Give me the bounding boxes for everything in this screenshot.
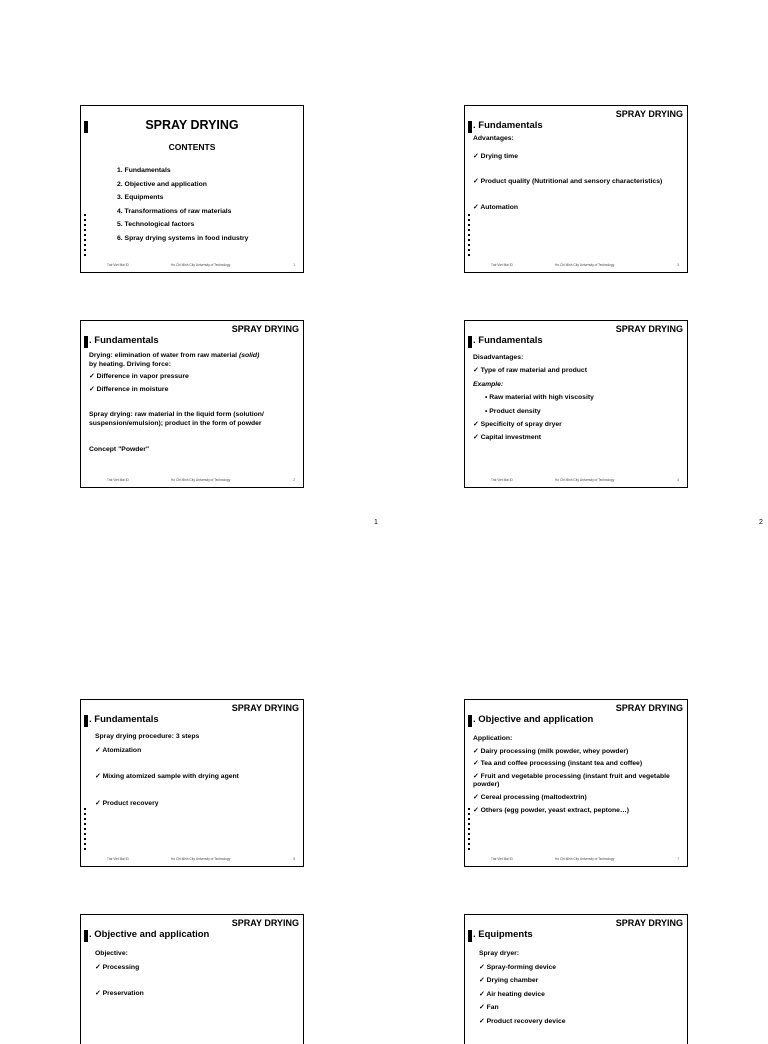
list-item: 2. Objective and application bbox=[117, 180, 207, 188]
slide-2 bbox=[80, 320, 304, 488]
list-item: 6. Spray drying systems in food industry bbox=[117, 234, 249, 242]
slide-brand: SPRAY DRYING bbox=[615, 324, 683, 334]
slide-title: . Objective and application bbox=[473, 714, 594, 725]
slide-footer: Trai Viet Mai ID Ho Chi Minh City University of Technology 7 bbox=[491, 857, 679, 861]
page-number: 2 bbox=[759, 519, 763, 526]
slide-marker bbox=[468, 336, 472, 348]
slide-title: . Objective and application bbox=[89, 929, 210, 940]
slide-title: SPRAY DRYING bbox=[145, 118, 239, 132]
slide-6 bbox=[464, 699, 688, 867]
slide-body: Drying: elimination of water from raw material (solid) by heating. Driving force: ✓ Difference in vapor pressure ✓ Difference in moisture Spray drying: raw material in the liquid form (solution/ suspension/emulsion); product in the form of powder Concept "Powder" bbox=[89, 352, 264, 453]
contents-list bbox=[117, 164, 248, 245]
slide-body: Spray drying procedure: 3 steps ✓ Atomization ✓ Mixing atomized sample with drying agent ✓ Product recovery bbox=[95, 733, 239, 807]
contents-heading: CONTENTS bbox=[168, 142, 216, 152]
slide-marker bbox=[84, 930, 88, 942]
slide-brand: SPRAY DRYING bbox=[615, 918, 683, 928]
slide-title: . Fundamentals bbox=[473, 335, 543, 346]
slide-sidebar bbox=[84, 214, 86, 256]
slide-title: . Fundamentals bbox=[89, 714, 159, 725]
slide-footer: Trai Viet Mai ID Ho Chi Minh City University of Technology 3 bbox=[491, 263, 679, 267]
slide-sidebar bbox=[84, 808, 86, 850]
slide-sidebar bbox=[468, 214, 470, 256]
slide-body: Spray dryer: ✓ Spray-forming device ✓ Drying chamber ✓ Air heating device ✓ Fan ✓ Product recovery device bbox=[479, 950, 566, 1025]
slide-brand: SPRAY DRYING bbox=[231, 324, 299, 334]
slide-marker bbox=[468, 715, 472, 727]
slide-7 bbox=[80, 914, 304, 1044]
slide-marker bbox=[468, 930, 472, 942]
slide-5 bbox=[80, 699, 304, 867]
slide-brand: SPRAY DRYING bbox=[231, 918, 299, 928]
slide-footer: Trai Viet Mai ID Ho Chi Minh City University of Technology 4 bbox=[491, 478, 679, 482]
list-item: 3. Equipments bbox=[117, 194, 164, 201]
slide-title: . Equipments bbox=[473, 929, 533, 940]
slide-brand: SPRAY DRYING bbox=[615, 109, 683, 119]
slide-marker bbox=[84, 715, 88, 727]
slide-3 bbox=[464, 105, 688, 273]
slide-4 bbox=[464, 320, 688, 488]
slide-title: . Fundamentals bbox=[473, 120, 543, 131]
slide-body: Objective: ✓ Processing ✓ Preservation bbox=[95, 950, 144, 997]
slide-body: Advantages: ✓ Drying time ✓ Product quality (Nutritional and sensory characteristics) ✓ Automation bbox=[473, 135, 663, 211]
list-item: 4. Transformations of raw materials bbox=[117, 207, 232, 215]
slide-brand: SPRAY DRYING bbox=[231, 703, 299, 713]
slide-8 bbox=[464, 914, 688, 1044]
slide-brand: SPRAY DRYING bbox=[615, 703, 683, 713]
page-number: 1 bbox=[374, 519, 378, 526]
slide-body: Application: ✓ Dairy processing (milk powder, whey powder) ✓ Tea and coffee processing (instant tea and coffee) ✓ Fruit and vegetable processing (instant fruit and vegetable powder) ✓ Cereal processing (maltodextrin) ✓ Others (egg powder, yeast extract, peptone…) bbox=[473, 735, 670, 814]
list-item: 1. Fundamentals bbox=[117, 167, 171, 174]
slide-title: . Fundamentals bbox=[89, 335, 159, 346]
slide-marker bbox=[84, 336, 88, 348]
slide-footer: Trai Viet Mai ID Ho Chi Minh City University of Technology 1 bbox=[107, 263, 295, 267]
slide-footer: Trai Viet Mai ID Ho Chi Minh City University of Technology 5 bbox=[107, 857, 295, 861]
slide-footer: Trai Viet Mai ID Ho Chi Minh City University of Technology 2 bbox=[107, 478, 295, 482]
slide-sidebar bbox=[468, 808, 470, 850]
slide-marker bbox=[468, 121, 472, 133]
slide-body: Disadvantages: ✓ Type of raw material and product Example: • Raw material with high viscosity • Product density ✓ Specificity of spray dryer ✓ Capital investment bbox=[473, 354, 594, 442]
list-item: 5. Technological factors bbox=[117, 221, 195, 228]
slide-1 bbox=[80, 105, 304, 273]
